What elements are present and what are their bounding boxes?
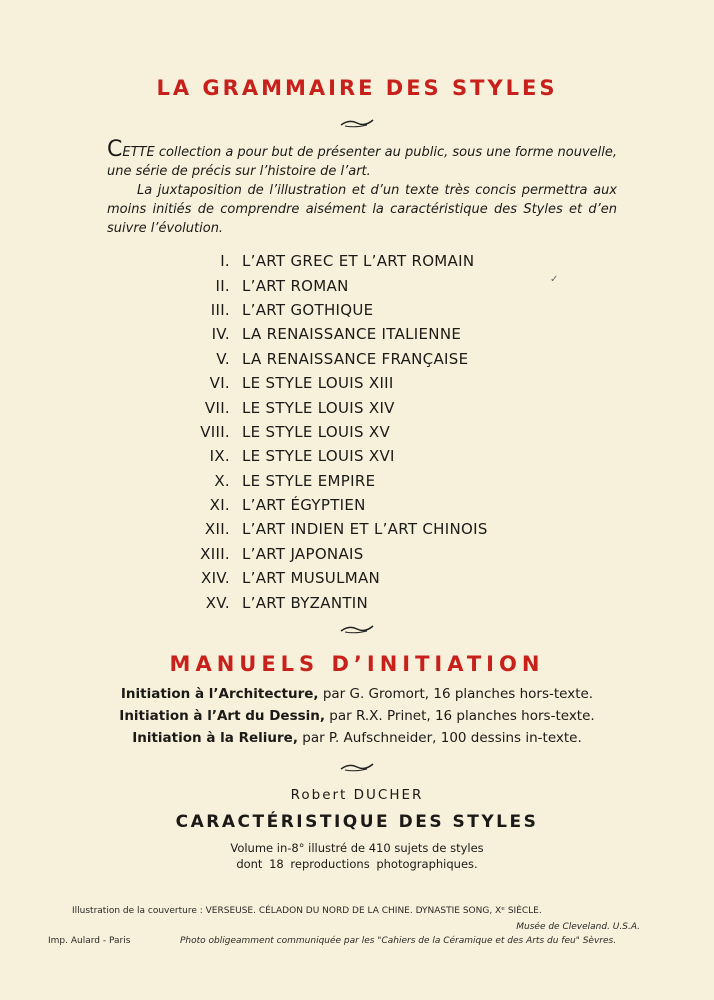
list-item bbox=[170, 322, 590, 346]
item-number: VII. bbox=[204, 398, 230, 417]
ornament-divider-3 bbox=[0, 758, 714, 777]
flourish-icon bbox=[339, 117, 375, 129]
collection-title: LA GRAMMAIRE DES STYLES bbox=[156, 76, 558, 100]
item-label: LA RENAISSANCE FRANÇAISE bbox=[242, 349, 469, 368]
intro-paragraph-2: La juxtaposition de l’illustration et d’un texte très concis permettra aux moins initiés de comprendre aisément la caractéristique des Styles et d’en suivre l’évolution. bbox=[107, 183, 617, 236]
item-label: L’ART GREC ET L’ART ROMAIN bbox=[242, 252, 475, 271]
item-label: LE STYLE LOUIS XIV bbox=[242, 398, 395, 417]
item-number: XV. bbox=[205, 593, 230, 612]
manuel-item bbox=[0, 683, 714, 705]
list-item bbox=[170, 347, 590, 371]
list-item bbox=[170, 542, 590, 566]
photo-credit: Photo obligeamment communiquée par les "Cahiers de la Céramique et des Arts du feu" Sèvres. bbox=[180, 936, 617, 946]
series-list bbox=[170, 249, 590, 615]
item-label: LE STYLE LOUIS XVI bbox=[242, 447, 395, 466]
manuels-heading: MANUELS D’INITIATION bbox=[169, 652, 545, 676]
item-label: LE STYLE LOUIS XIII bbox=[242, 374, 394, 393]
list-item bbox=[170, 395, 590, 419]
list-item bbox=[170, 469, 590, 493]
list-item bbox=[170, 249, 590, 273]
manuel-title: Initiation à l’Architecture, bbox=[120, 686, 319, 702]
list-item bbox=[170, 298, 590, 322]
item-label: L’ART MUSULMAN bbox=[242, 569, 381, 588]
item-number: I. bbox=[220, 252, 230, 271]
manuels-list bbox=[0, 683, 714, 749]
manuel-title: Initiation à la Reliure, bbox=[132, 730, 298, 746]
item-label: L’ART JAPONAIS bbox=[242, 544, 364, 563]
list-item bbox=[170, 371, 590, 395]
list-item bbox=[170, 517, 590, 541]
list-item bbox=[170, 566, 590, 590]
item-label: LA RENAISSANCE ITALIENNE bbox=[242, 325, 462, 344]
book-description bbox=[0, 840, 714, 872]
item-number: IX. bbox=[209, 447, 230, 466]
book-title: CARACTÉRISTIQUE DES STYLES bbox=[175, 812, 539, 832]
manuel-item bbox=[0, 705, 714, 727]
intro-text bbox=[107, 137, 617, 238]
item-label: L’ART BYZANTIN bbox=[242, 593, 369, 612]
manuel-details: par G. Gromort, 16 planches hors-texte. bbox=[318, 686, 594, 702]
list-item bbox=[170, 590, 590, 614]
manuel-details: par P. Aufschneider, 100 dessins in-texte. bbox=[297, 730, 582, 746]
drop-cap: C bbox=[107, 137, 123, 162]
cover-credit: Illustration de la couverture : VERSEUSE. CÉLADON DU NORD DE LA CHINE. DYNASTIE SONG, Xᵉ SIÈCLE. bbox=[72, 906, 542, 916]
item-number: IV. bbox=[211, 325, 230, 344]
printer-credit: Imp. Aulard - Paris bbox=[48, 936, 131, 946]
manuel-title: Initiation à l’Art du Dessin, bbox=[119, 708, 326, 724]
item-label: L’ART ROMAN bbox=[242, 276, 349, 295]
item-number: III. bbox=[210, 300, 230, 319]
item-label: L’ART ÉGYPTIEN bbox=[242, 496, 366, 515]
item-number: XI. bbox=[209, 496, 230, 515]
manuel-details: par R.X. Prinet, 16 planches hors-texte. bbox=[325, 708, 595, 724]
item-label: LE STYLE LOUIS XV bbox=[242, 422, 391, 441]
author-name: Robert DUCHER bbox=[290, 787, 424, 803]
manuel-item bbox=[0, 727, 714, 749]
flourish-icon bbox=[339, 761, 375, 773]
item-number: V. bbox=[216, 349, 230, 368]
list-item bbox=[170, 493, 590, 517]
item-number: XIV. bbox=[201, 569, 230, 588]
item-label: L’ART INDIEN ET L’ART CHINOIS bbox=[242, 520, 488, 539]
flourish-icon bbox=[339, 623, 375, 635]
item-number: XIII. bbox=[200, 544, 230, 563]
paper-speck: ✓ bbox=[550, 274, 559, 285]
book-description-line-1: Volume in-8° illustré de 410 sujets de styles bbox=[230, 841, 484, 855]
item-number: VI. bbox=[209, 374, 230, 393]
intro-paragraph-1: CETTE collection a pour but de présenter au public, sous une forme nouvelle, une série de précis sur l’histoire de l’art. bbox=[107, 137, 617, 179]
book-description-line-2: dont 18 reproductions photographiques. bbox=[236, 857, 478, 871]
ornament-divider-2 bbox=[0, 620, 714, 639]
item-label: L’ART GOTHIQUE bbox=[242, 300, 374, 319]
item-label: LE STYLE EMPIRE bbox=[242, 471, 376, 490]
item-number: VIII. bbox=[200, 422, 230, 441]
list-item bbox=[170, 444, 590, 468]
item-number: X. bbox=[214, 471, 230, 490]
museum-credit: Musée de Cleveland. U.S.A. bbox=[516, 922, 640, 932]
list-item bbox=[170, 420, 590, 444]
ornament-divider-1 bbox=[0, 114, 714, 133]
list-item bbox=[170, 273, 590, 297]
item-number: II. bbox=[215, 276, 230, 295]
item-number: XII. bbox=[204, 520, 230, 539]
